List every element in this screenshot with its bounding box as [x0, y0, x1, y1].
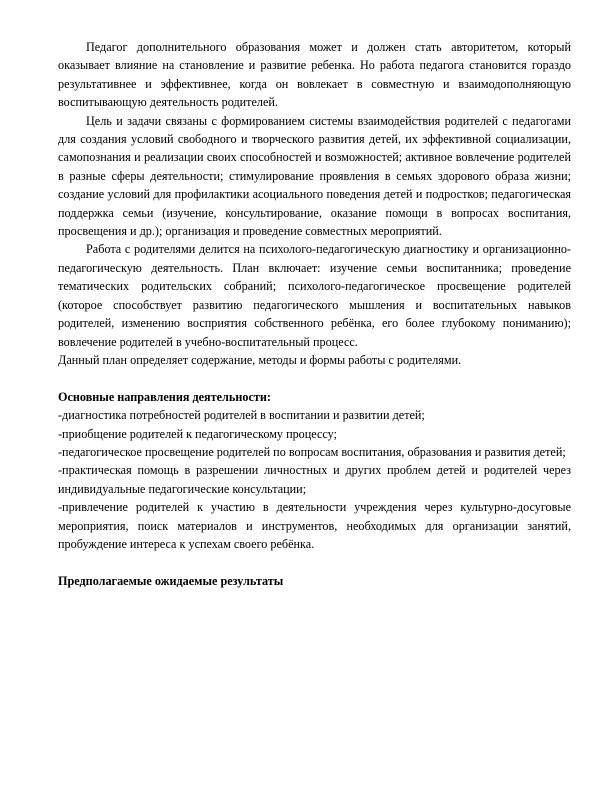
direction-item: -практическая помощь в разрешении личностных и других проблем детей и родителей через индивидуальные педагогические консультации;: [58, 463, 571, 496]
direction-item: -педагогическое просвещение родителей по вопросам воспитания, образования и развития детей;: [58, 444, 566, 459]
blank-line: [58, 369, 571, 387]
blank-line: [58, 553, 571, 571]
results-heading: Предполагаемые ожидаемые результаты: [58, 573, 284, 588]
paragraph-plan-note: Данный план определяет содержание, методы и формы работы с родителями.: [58, 352, 462, 367]
document-page: [58, 38, 571, 590]
directions-heading: Основные направления деятельности:: [58, 389, 271, 404]
direction-item: -диагностика потребностей родителей в воспитании и развитии детей;: [58, 408, 425, 423]
paragraph-goals-tasks: Цель и задачи связаны с формированием системы взаимодействия родителей с педагогами для создания условий свободного и творческого развития детей, их эффективной социализации, самопознания и реализации своих способностей и возможностей; активное вовлечение родителей в разные сферы деятельности; стимулирование проявления в семьях здорового образа жизни; создание условий для профилактики асоциального поведения детей и подростков; педагогическая поддержка семьи (изучение, консультирование, оказание помощи в вопросах воспитания, просвещения и др.); организация и проведение совместных мероприятий.: [58, 113, 571, 239]
paragraph-teacher-authority: Педагог дополнительного образования может и должен стать авторитетом, который оказывает влияние на становление и развитие ребенка. Но работа педагога становится гораздо результативнее и эффективнее, когда он вовлекает в совместную и взаимодополняющую воспитывающую деятельность родителей.: [58, 40, 571, 110]
direction-item: -привлечение родителей к участию в деятельности учреждения через культурно-досуговые мероприятия, поиск материалов и инструментов, необходимых для организации занятий, пробуждение интереса к успехам своего ребёнка.: [58, 500, 571, 551]
direction-item: -приобщение родителей к педагогическому процессу;: [58, 426, 337, 441]
paragraph-work-with-parents: Работа с родителями делится на психолого-педагогическую диагностику и организационно-педагогическую деятельность. План включает: изучение семьи воспитанника; проведение тематических родительских собраний; психолого-педагогическое просвещение родителей (которое способствует развитию педагогического мышления и воспитательных навыков родителей, изменению восприятия собственного ребёнка, его более глубокому пониманию); вовлечение родителей в учебно-воспитательный процесс.: [58, 242, 571, 349]
